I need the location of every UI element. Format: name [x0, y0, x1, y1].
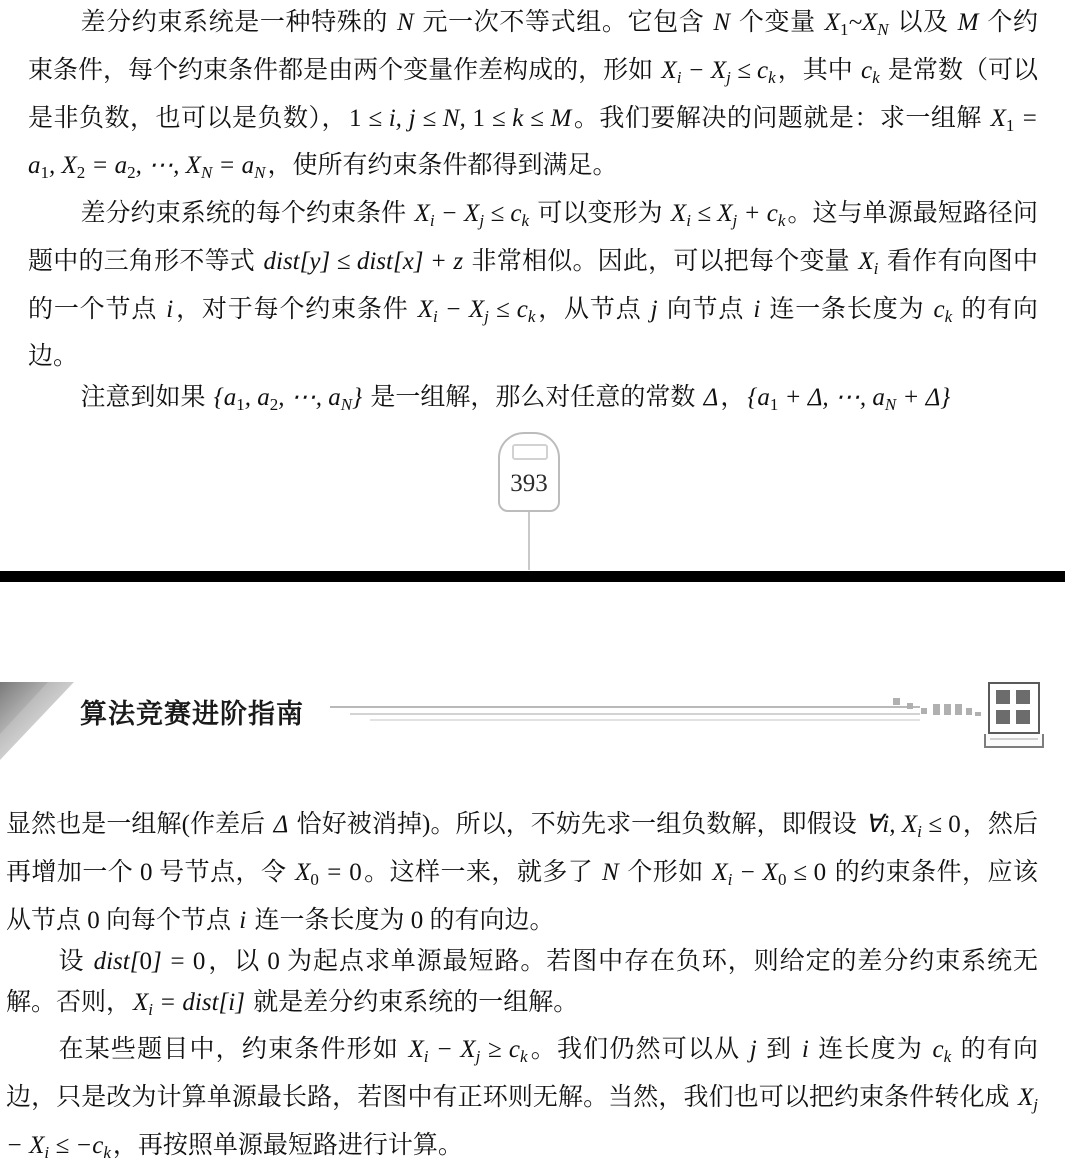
header-rule-lines	[330, 706, 920, 720]
bottom-page-text	[6, 804, 1038, 1173]
dot-pattern-decoration	[893, 694, 985, 720]
paragraph-2: 差分约束系统的每个约束条件 $X_i - X_j \le c_k$ 可以变形为 $X_i \le X_j + c_k$。这与单源最短路径问题中的三角形不等式 dist[y] ≤ dist[x] + z 非常相似。因此，可以把每个变量 $X_i$ 看作有向图中的一个节点 i，对于每个约束条件 $X_i - X_j \le c_k$，从节点 j 向节点 i 连一条长度为 $c_k$ 的有向边。	[28, 200, 1038, 371]
paragraph-6: 在某些题目中，约束条件形如 $X_i - X_j \ge c_k$。我们仍然可以从 j 到 i 连长度为 $c_k$ 的有向边，只是改为计算单源最长路，若图中有正环则无解。当然，我们也可以把约束条件转化成 $X_j - X_i \le -c_k$，再按照单源最短路进行计算。	[6, 1036, 1038, 1162]
paragraph-4: 显然也是一组解(作差后 Δ 恰好被消掉)。所以，不妨先求一组负数解，即假设 ∀i, $X_i \le 0$，然后再增加一个 0 号节点，令 $X_0 = 0$。这样一来，就多了 N 个形如 $X_i - X_0 \le 0$ 的约束条件，应该从节点 0 向每个节点 i 连一条长度为 0 的有向边。	[6, 811, 1038, 934]
page-number-marker	[498, 432, 564, 572]
paragraph-1: 差分约束系统是一种特殊的 N 元一次不等式组。它包含 N 个变量 $X_1\sim X_N$ 以及 M 个约束条件，每个约束条件都是由两个变量作差构成的，形如 $X_i - X_j \le c_k$，其中 $c_k$ 是常数（可以是非负数，也可以是负数），1 ≤ i, j ≤ N, 1 ≤ k ≤ M。我们要解决的问题就是：求一组解 $X_1 = a_1$, $X_2 = a_2$, ⋯, $X_N = a_N$，使所有约束条件都得到满足。	[28, 9, 1038, 182]
top-page-block	[0, 0, 1065, 575]
bottom-page-block	[0, 582, 1065, 1162]
page-separator-band	[0, 571, 1065, 582]
page-number: 393	[510, 470, 548, 497]
book-title: 算法竞赛进阶指南	[80, 699, 304, 729]
marker-stem	[528, 512, 530, 570]
paragraph-3: 注意到如果 {$a_1$, $a_2$, ⋯, $a_N$} 是一组解，那么对任意的常数 Δ，{$a_1 + \Delta$, ⋯, $a_N + \Delta$}	[80, 384, 951, 414]
book-logo-icon	[988, 682, 1040, 734]
paragraph-5: 设 dist[0] = 0，以 0 为起点求单源最短路。若图中存在负环，则给定的差分约束系统无解。否则，$X_i$ = dist[i] 就是差分约束系统的一组解。	[6, 947, 1038, 1019]
book-logo-base	[984, 734, 1044, 748]
page-header	[0, 682, 1065, 762]
top-page-text	[28, 2, 1038, 425]
